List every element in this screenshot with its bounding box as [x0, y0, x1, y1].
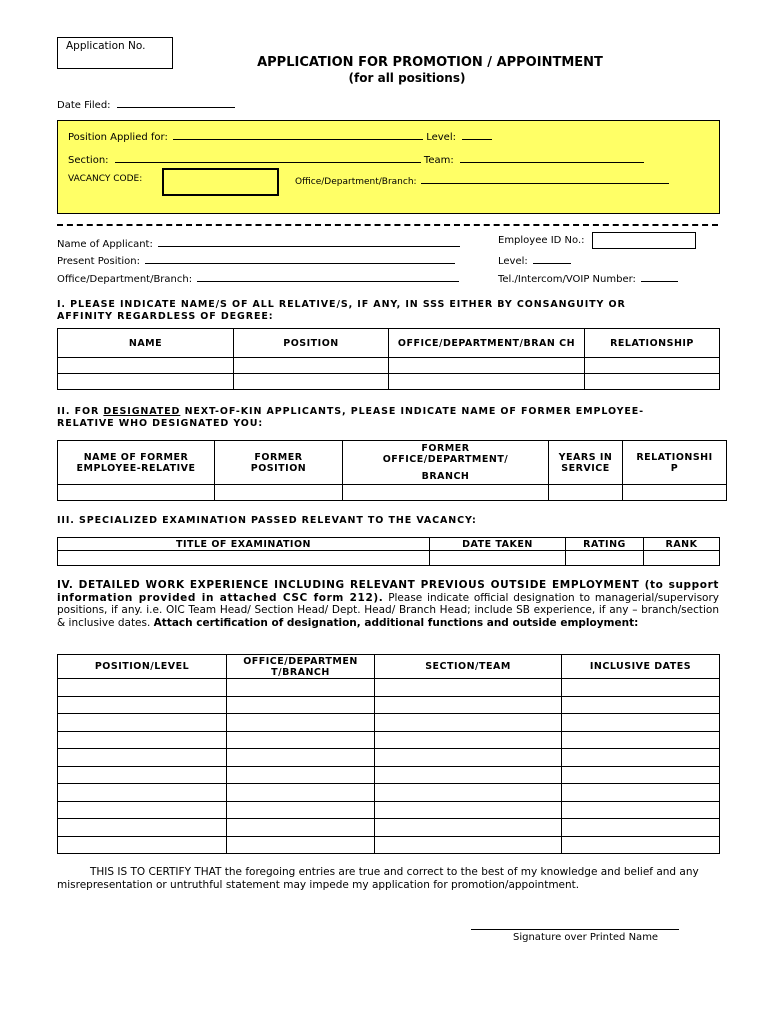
section-4-body: Please indicate official designation to managerial/supervisory positions, if any. i.e. OIC Team Head/ Section Head/ Dept. Head/ Branch Head; include SB experience, if any – branch/section & inclusive dates.: [57, 591, 720, 629]
table-cell[interactable]: [215, 485, 343, 501]
form-subtitle: (for all positions): [348, 71, 466, 85]
vacancy-level-label: Level:: [426, 132, 456, 143]
table-cell[interactable]: [58, 731, 227, 749]
section-2-underlined: DESIGNATED: [103, 406, 181, 417]
table-cell[interactable]: [227, 679, 375, 697]
table-header-row: [58, 441, 727, 485]
table-cell[interactable]: [227, 749, 375, 767]
employee-id-label: Employee ID No.:: [498, 235, 585, 246]
column-header: POSITION/LEVEL: [58, 655, 227, 679]
table-row: [58, 714, 720, 732]
table-cell[interactable]: [227, 766, 375, 784]
column-header: NAME: [58, 329, 234, 358]
position-applied-label: Position Applied for:: [68, 132, 168, 143]
table-row: [58, 766, 720, 784]
signature-label: Signature over Printed Name: [513, 932, 659, 943]
application-no-label: Application No.: [66, 40, 146, 52]
table-cell[interactable]: [58, 551, 430, 566]
column-header: DATE TAKEN: [430, 538, 566, 551]
column-header: RATING: [566, 538, 644, 551]
table-cell[interactable]: [227, 801, 375, 819]
section-2-heading-line1: [57, 406, 718, 418]
table-cell[interactable]: [58, 696, 227, 714]
table-cell[interactable]: [227, 714, 375, 732]
section-label: Section:: [68, 155, 109, 166]
table-cell[interactable]: [375, 696, 562, 714]
date-filed-row: [57, 96, 235, 111]
applicant-name-label: Name of Applicant:: [57, 239, 153, 250]
signature-line[interactable]: [471, 929, 679, 930]
table-cell[interactable]: [389, 374, 585, 390]
table-cell[interactable]: [549, 485, 623, 501]
section-1-heading-line2: AFFINITY REGARDLESS OF DEGREE:: [57, 311, 274, 322]
table-row: [58, 551, 720, 566]
table-row: [58, 679, 720, 697]
table-cell[interactable]: [562, 836, 720, 854]
date-filed-field[interactable]: [117, 96, 235, 108]
table-cell[interactable]: [623, 485, 727, 501]
section-field[interactable]: [115, 151, 421, 163]
table-row: [58, 731, 720, 749]
tel-label: Tel./Intercom/VOIP Number:: [498, 274, 636, 285]
table-cell[interactable]: [58, 358, 234, 374]
table-cell[interactable]: [644, 551, 720, 566]
work-experience-table: [57, 654, 720, 854]
employee-id-field[interactable]: [592, 232, 696, 249]
section-team-row: [68, 151, 644, 166]
applicant-level-field[interactable]: [533, 252, 571, 264]
section-2-prefix: II. FOR: [57, 406, 104, 417]
section-2-heading-line2: RELATIVE WHO DESIGNATED YOU:: [57, 418, 264, 429]
team-field[interactable]: [460, 151, 644, 163]
applicant-level-label: Level:: [498, 256, 528, 267]
vacancy-code-field[interactable]: [162, 168, 279, 196]
table-header-row: [58, 655, 720, 679]
vacancy-office-field[interactable]: [421, 174, 669, 184]
table-cell[interactable]: [58, 766, 227, 784]
table-cell[interactable]: [562, 801, 720, 819]
table-row: [58, 836, 720, 854]
column-header: [343, 441, 549, 485]
table-cell[interactable]: [343, 485, 549, 501]
column-header-text: FORMER OFFICE/DEPARTMENT/: [382, 443, 509, 465]
table-cell[interactable]: [375, 801, 562, 819]
separator-line: [57, 224, 718, 226]
table-cell[interactable]: [562, 784, 720, 802]
date-filed-label: Date Filed:: [57, 100, 111, 111]
tel-row: [498, 270, 678, 285]
table-cell[interactable]: [58, 819, 227, 837]
table-cell[interactable]: [562, 714, 720, 732]
section-4-attach-note: Attach certification of designation, additional functions and outside employment:: [153, 616, 639, 629]
table-cell[interactable]: [375, 836, 562, 854]
table-cell[interactable]: [58, 485, 215, 501]
relatives-table: [57, 328, 720, 390]
present-position-row: [57, 252, 455, 267]
table-cell[interactable]: [375, 749, 562, 767]
table-cell[interactable]: [227, 696, 375, 714]
column-header: OFFICE/DEPARTMENT/BRAN CH: [389, 329, 585, 358]
column-header: POSITION: [234, 329, 389, 358]
present-position-label: Present Position:: [57, 256, 141, 267]
present-position-field[interactable]: [145, 252, 455, 264]
table-cell[interactable]: [375, 766, 562, 784]
table-cell[interactable]: [562, 679, 720, 697]
column-header: OFFICE/DEPARTMEN T/BRANCH: [227, 655, 375, 679]
table-cell[interactable]: [375, 731, 562, 749]
table-cell[interactable]: [375, 784, 562, 802]
section-2-heading: [57, 406, 718, 430]
applicant-office-label: Office/Department/Branch:: [57, 274, 193, 285]
table-cell[interactable]: [375, 679, 562, 697]
section-3-heading: III. SPECIALIZED EXAMINATION PASSED RELEVANT TO THE VACANCY:: [57, 515, 477, 526]
vacancy-code-label: VACANCY CODE:: [68, 174, 143, 184]
table-row: [58, 784, 720, 802]
table-cell[interactable]: [58, 679, 227, 697]
section-4-paragraph: [57, 579, 719, 629]
table-cell[interactable]: [58, 749, 227, 767]
column-header: NAME OF FORMER EMPLOYEE-RELATIVE: [58, 441, 215, 485]
table-row: [58, 819, 720, 837]
table-header-row: [58, 538, 720, 551]
table-row: [58, 358, 720, 374]
table-cell[interactable]: [566, 551, 644, 566]
table-row: [58, 801, 720, 819]
table-row: [58, 485, 727, 501]
table-cell[interactable]: [227, 836, 375, 854]
table-cell[interactable]: [585, 358, 720, 374]
table-cell[interactable]: [585, 374, 720, 390]
column-header: SECTION/TEAM: [375, 655, 562, 679]
table-cell[interactable]: [375, 819, 562, 837]
applicant-level-row: [498, 252, 571, 267]
table-cell[interactable]: [562, 731, 720, 749]
certification-text: THIS IS TO CERTIFY THAT the foregoing entries are true and correct to the best of my knowledge and belief and any misrepresentation or untruthful statement may impede my application for promotion/appointment.: [57, 866, 699, 891]
applicant-office-field[interactable]: [197, 270, 459, 282]
column-header: YEARS IN SERVICE: [549, 441, 623, 485]
position-applied-row: [68, 128, 492, 143]
table-cell[interactable]: [58, 784, 227, 802]
table-cell[interactable]: [234, 358, 389, 374]
team-label: Team:: [423, 155, 454, 166]
column-header: RANK: [644, 538, 720, 551]
column-header-text: BRANCH: [421, 471, 470, 482]
table-cell[interactable]: [234, 374, 389, 390]
section-2-suffix: NEXT-OF-KIN APPLICANTS, PLEASE INDICATE NAME OF FORMER EMPLOYEE-: [180, 406, 645, 417]
table-row: [58, 749, 720, 767]
tel-field[interactable]: [641, 270, 678, 282]
designated-relative-table: [57, 440, 727, 501]
applicant-name-field[interactable]: [158, 235, 460, 247]
table-cell[interactable]: [375, 714, 562, 732]
column-header: RELATIONSHIP: [585, 329, 720, 358]
table-cell[interactable]: [58, 801, 227, 819]
position-applied-field[interactable]: [173, 128, 423, 140]
table-header-row: [58, 329, 720, 358]
table-cell[interactable]: [58, 714, 227, 732]
table-row: [58, 374, 720, 390]
table-cell[interactable]: [562, 766, 720, 784]
table-cell[interactable]: [389, 358, 585, 374]
column-header: TITLE OF EXAMINATION: [58, 538, 430, 551]
table-cell[interactable]: [58, 836, 227, 854]
section-1-heading-line1: I. PLEASE INDICATE NAME/S OF ALL RELATIVE/S, IF ANY, IN SSS EITHER BY CONSANGUITY OR: [57, 299, 626, 310]
column-header: INCLUSIVE DATES: [562, 655, 720, 679]
table-row: [58, 696, 720, 714]
column-header: FORMER POSITION: [215, 441, 343, 485]
column-header: RELATIONSHI P: [623, 441, 727, 485]
table-cell[interactable]: [430, 551, 566, 566]
table-cell[interactable]: [227, 819, 375, 837]
table-cell[interactable]: [562, 696, 720, 714]
applicant-name-row: [57, 235, 460, 250]
applicant-office-row: [57, 270, 459, 285]
vacancy-level-field[interactable]: [462, 128, 492, 140]
examination-table: [57, 537, 720, 566]
table-cell[interactable]: [227, 784, 375, 802]
section-4-heading: IV. DETAILED WORK EXPERIENCE INCLUDING RELEVANT PREVIOUS OUTSIDE EMPLOYMENT (to support information provided in attached CSC form 212).: [57, 579, 719, 604]
form-title: APPLICATION FOR PROMOTION / APPOINTMENT: [257, 55, 603, 70]
table-cell[interactable]: [227, 731, 375, 749]
table-cell[interactable]: [562, 819, 720, 837]
table-cell[interactable]: [562, 749, 720, 767]
section-1-heading: [57, 299, 718, 323]
vacancy-office-row: [295, 174, 669, 187]
vacancy-office-label: Office/Department/Branch:: [295, 177, 417, 187]
table-cell[interactable]: [58, 374, 234, 390]
